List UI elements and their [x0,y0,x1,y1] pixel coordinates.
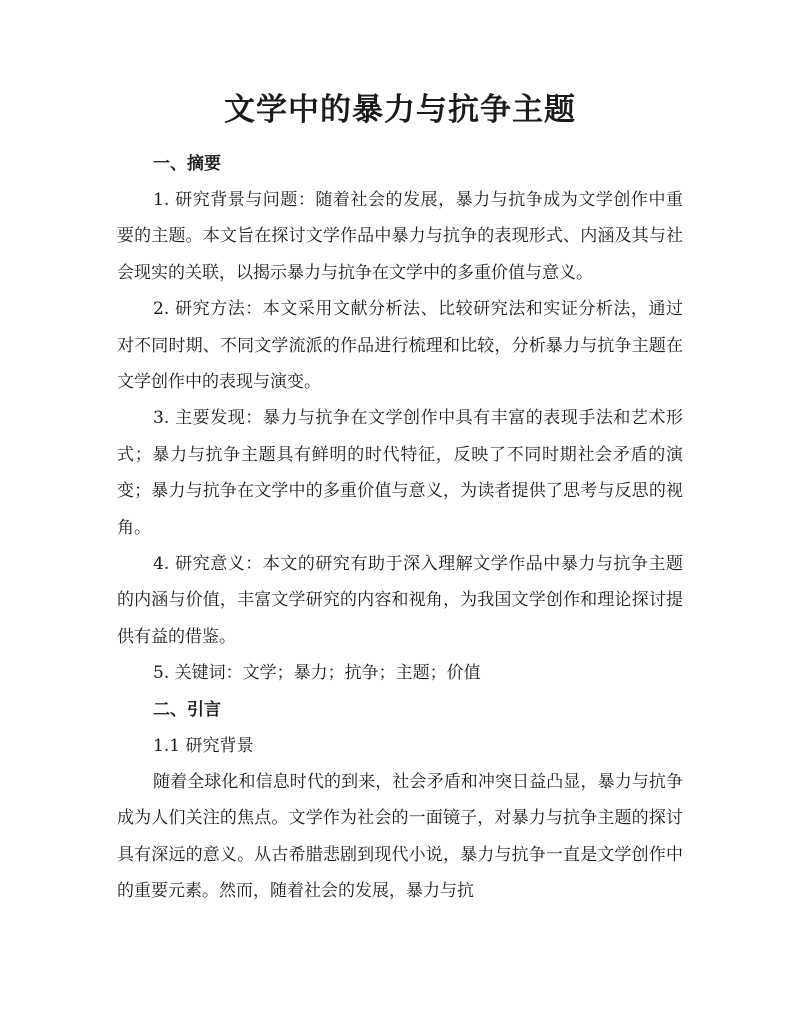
abstract-item: 1. 研究背景与问题：随着社会的发展，暴力与抗争成为文学创作中重要的主题。本文旨在探讨文学作品中暴力与抗争的表现形式、内涵及其与社会现实的关联，以揭示暴力与抗争在文学中的多重价值与意义。 [117,190,683,283]
document-body [117,146,683,909]
document-title: 文学中的暴力与抗争主题 [224,92,576,128]
abstract-item: 3. 主要发现：暴力与抗争在文学创作中具有丰富的表现手法和艺术形式；暴力与抗争主题具有鲜明的时代特征，反映了不同时期社会矛盾的演变；暴力与抗争在文学中的多重价值与意义，为读者提供了思考与反思的视角。 [117,408,683,538]
abstract-item-keywords: 5. 关键词：文学；暴力；抗争；主题；价值 [153,663,481,684]
abstract-heading: 一、摘要 [153,154,221,174]
intro-heading: 二、引言 [153,699,221,720]
intro-paragraph: 随着全球化和信息时代的到来，社会矛盾和冲突日益凸显，暴力与抗争成为人们关注的焦点。文学作为社会的一面镜子，对暴力与抗争主题的探讨具有深远的意义。从古希腊悲剧到现代小说，暴力与抗争一直是文学创作中的重要元素。然而，随着社会的发展，暴力与抗 [117,771,683,901]
intro-subheading: 1.1 研究背景 [153,735,254,756]
abstract-item: 4. 研究意义：本文的研究有助于深入理解文学作品中暴力与抗争主题的内涵与价值，丰富文学研究的内容和视角，为我国文学创作和理论探讨提供有益的借鉴。 [117,554,683,647]
abstract-item: 2. 研究方法：本文采用文献分析法、比较研究法和实证分析法，通过对不同时期、不同文学流派的作品进行梳理和比较，分析暴力与抗争主题在文学创作中的表现与演变。 [117,299,683,393]
